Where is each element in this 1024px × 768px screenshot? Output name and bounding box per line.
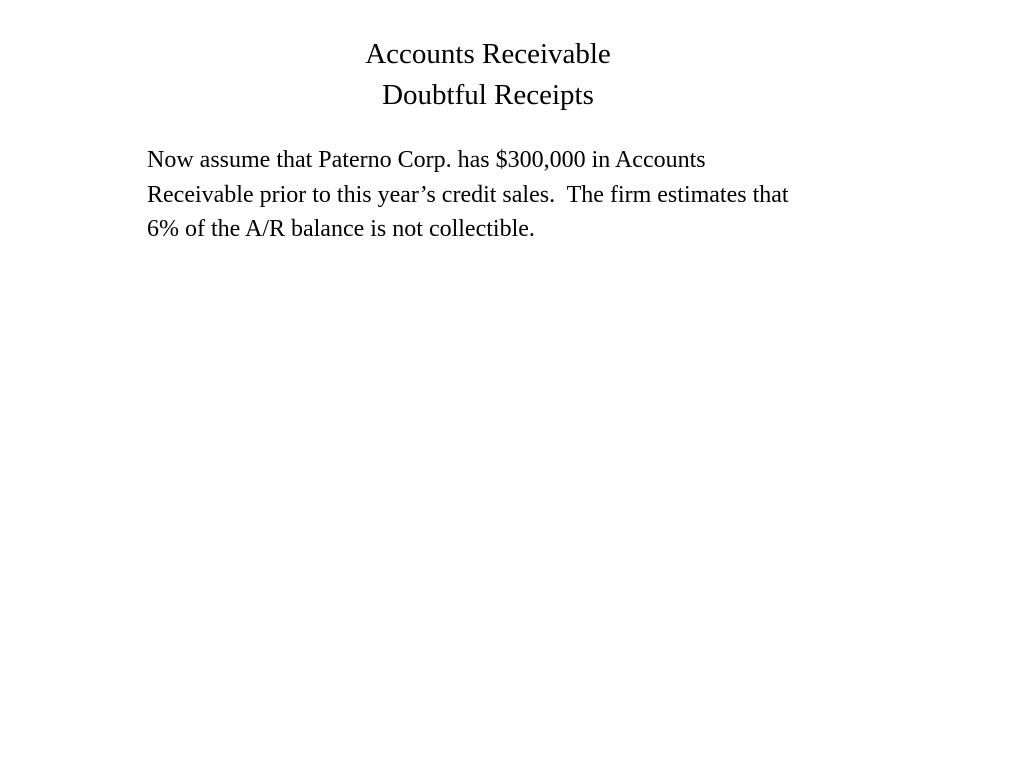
body-line-2: Receivable prior to this year’s credit sales. The firm estimates that xyxy=(147,181,789,208)
body-line-1: Now assume that Paterno Corp. has $300,000 in Accounts xyxy=(147,147,706,173)
slide-title-line-2: Doubtful Receipts xyxy=(382,79,594,111)
slide-title xyxy=(288,34,688,116)
slide-body-paragraph xyxy=(147,143,947,247)
slide-title-line-1: Accounts Receivable xyxy=(365,38,611,70)
body-line-3: 6% of the A/R balance is not collectible. xyxy=(147,216,535,242)
